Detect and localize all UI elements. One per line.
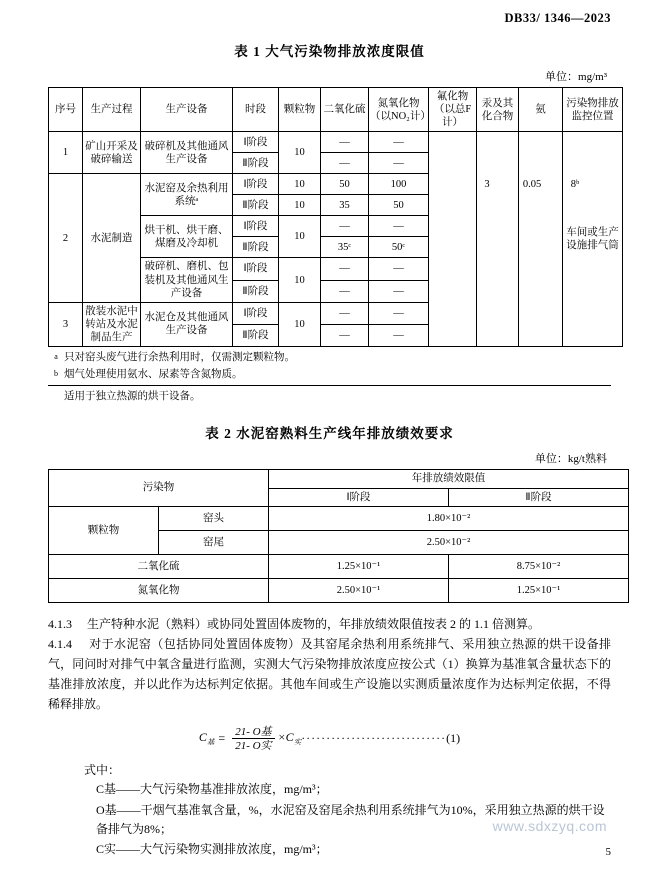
where-item-1: C基——大气污染物基准排放浓度，mg/m³； bbox=[96, 782, 328, 797]
note-mark: b bbox=[54, 368, 58, 378]
th-stage: 时段 bbox=[233, 88, 279, 132]
th2-perf: 年排放绩效限值 bbox=[269, 470, 629, 488]
cell-so2: 50 bbox=[321, 174, 369, 195]
cell-so2: — bbox=[321, 302, 369, 324]
th-process: 生产过程 bbox=[83, 88, 141, 132]
cell-seq: 2 bbox=[49, 174, 83, 302]
cell-nox: 100 bbox=[369, 174, 429, 195]
cell-f-value: 3 bbox=[484, 179, 490, 191]
cell2-sub: 窑尾 bbox=[159, 530, 269, 554]
th-pm: 颗粒物 bbox=[279, 88, 321, 132]
table2-row bbox=[49, 554, 629, 578]
cell-process: 水泥制造 bbox=[83, 174, 141, 302]
cell-process: 矿山开采及破碎输送 bbox=[83, 132, 141, 174]
th2-stage1: Ⅰ阶段 bbox=[269, 488, 449, 506]
th-hg: 汞及其化合物 bbox=[477, 88, 519, 132]
cell-pm: 10 bbox=[279, 174, 321, 195]
cell-pm: 10 bbox=[279, 195, 321, 216]
cell-equipment: 破碎机及其他通风生产设备 bbox=[141, 132, 233, 174]
cell-monitor: 车间或生产设施排气筒 bbox=[563, 132, 623, 347]
table-performance-requirements bbox=[48, 469, 629, 602]
cell-pm: 10 bbox=[279, 258, 321, 302]
note-text: 适用于独立热源的烘干设备。 bbox=[64, 390, 201, 402]
cell2-pollutant: 颗粒物 bbox=[49, 506, 159, 554]
cell-nox: — bbox=[369, 132, 429, 153]
formula-fraction bbox=[232, 725, 274, 754]
cell-nox: — bbox=[369, 153, 429, 174]
cell-so2: — bbox=[321, 280, 369, 302]
table2-row bbox=[49, 506, 629, 530]
table1-notes bbox=[48, 350, 611, 404]
cell-process: 散装水泥中转站及水泥制品生产 bbox=[83, 302, 141, 346]
cell-so2: — bbox=[321, 258, 369, 280]
clause-number: 4.1.4 bbox=[48, 637, 72, 652]
cell-so2: 35 bbox=[321, 195, 369, 216]
cell-equipment: 烘干机、烘干磨、煤磨及冷却机 bbox=[141, 216, 233, 258]
th-equipment: 生产设备 bbox=[141, 88, 233, 132]
th2-stage2: Ⅱ阶段 bbox=[449, 488, 629, 506]
table1-title: 表 1 大气污染物排放浓度限值 bbox=[234, 44, 425, 59]
cell-nox: 50ᶜ bbox=[369, 237, 429, 258]
clause-text: 对于水泥窑（包括协同处置固体废物）及其窑尾余热利用系统排气、采用独立热源的烘干设备排气，同问时对排气中氧含量进行监测，实测大气污染物排放浓度应按公式（1）换算为基准氧含量状态下的基准排放浓度，并以此作为达标判定依据。其他车间或生产设施以实测质量浓度作为达标判定依据，不得稀释排放。 bbox=[48, 637, 612, 711]
cell2-value: 1.80×10⁻² bbox=[269, 506, 629, 530]
cell2-sub: 窑头 bbox=[159, 506, 269, 530]
th-nh3: 氨 bbox=[519, 88, 563, 132]
cell-equipment: 破碎机、磨机、包装机及其他通风生产设备 bbox=[141, 258, 233, 302]
table-row bbox=[49, 132, 623, 153]
note-item bbox=[48, 367, 611, 383]
cell-nox: — bbox=[369, 216, 429, 237]
cell-hg-value: 0.05 bbox=[522, 179, 542, 191]
cell-stage: Ⅱ阶段 bbox=[233, 153, 279, 174]
cell-seq: 1 bbox=[49, 132, 83, 174]
th-nox: 氮氧化物（以NO₂计） bbox=[369, 88, 429, 132]
table2-unit: 单位：kg/t熟料 bbox=[534, 453, 607, 466]
cell-stage: Ⅱ阶段 bbox=[233, 324, 279, 346]
cell-stage: Ⅱ阶段 bbox=[233, 280, 279, 302]
where-label: 式中： bbox=[84, 763, 121, 778]
th-f: 氟化物（以总F计） bbox=[429, 88, 477, 132]
cell-nh3-value: 8ᵇ bbox=[570, 179, 580, 191]
note-item bbox=[48, 389, 611, 405]
cell-equipment: 水泥仓及其他通风生产设备 bbox=[141, 302, 233, 346]
note-text: 只对窑头废气进行余热利用时，仅需测定颗粒物。 bbox=[64, 352, 295, 364]
cell-f-blank1 bbox=[429, 132, 477, 347]
cell-nox: — bbox=[369, 302, 429, 324]
note-item bbox=[48, 350, 611, 366]
cell-pm: 10 bbox=[279, 302, 321, 346]
cell-stage: Ⅱ阶段 bbox=[233, 195, 279, 216]
page-number: 5 bbox=[605, 846, 611, 858]
formula-number: (1) bbox=[446, 731, 461, 746]
table2-header-row bbox=[49, 470, 629, 488]
cell-stage: Ⅱ阶段 bbox=[233, 237, 279, 258]
cell2-v1: 2.50×10⁻¹ bbox=[269, 578, 449, 602]
cell-so2: — bbox=[321, 216, 369, 237]
formula-numerator: 21- O基 bbox=[232, 726, 274, 739]
cell-stage: Ⅰ阶段 bbox=[233, 174, 279, 195]
cell-pm: 10 bbox=[279, 216, 321, 258]
cell-stage: Ⅰ阶段 bbox=[233, 216, 279, 237]
cell-nox: — bbox=[369, 280, 429, 302]
cell-so2: — bbox=[321, 132, 369, 153]
cell2-value: 2.50×10⁻² bbox=[269, 530, 629, 554]
cell2-pollutant: 氮氧化物 bbox=[49, 578, 269, 602]
formula-lhs: $C_基$ bbox=[198, 730, 215, 747]
page-header: DB33/ 1346—2023 bbox=[504, 11, 611, 25]
where-item-2: O基——干烟气基准氧含量，%，水泥窑及窑尾余热利用系统排气为10%，采用独立热源的烘干设备排气为8%； bbox=[96, 802, 605, 836]
cell-pm: 10 bbox=[279, 132, 321, 174]
th2-pollutant: 污染物 bbox=[49, 470, 269, 506]
table1-unit: 单位：mg/m³ bbox=[545, 71, 607, 83]
cell-so2: — bbox=[321, 153, 369, 174]
note-separator bbox=[48, 385, 611, 386]
clause-text: 生产特种水泥（熟料）或协同处置固体废物的，年排放绩效限值按表 2 的 1.1 倍测算。 bbox=[87, 616, 541, 631]
watermark: www.sdxzyq.com bbox=[492, 818, 607, 834]
note-text: 烟气处理使用氨水、尿素等含氮物质。 bbox=[64, 368, 243, 380]
formula-1 bbox=[48, 725, 611, 754]
cell-nh3-blank1 bbox=[519, 132, 563, 347]
cell-seq: 3 bbox=[49, 302, 83, 346]
cell2-v1: 1.25×10⁻¹ bbox=[269, 554, 449, 578]
cell-equipment: 水泥窑及余热利用系统ᵃ bbox=[141, 174, 233, 216]
where-item-3: C实——大气污染物实测排放浓度，mg/m³； bbox=[96, 841, 328, 856]
note-mark: a bbox=[54, 352, 58, 362]
table2-title: 表 2 水泥窑熟料生产线年排放绩效要求 bbox=[205, 426, 454, 442]
cell2-pollutant: 二氧化硫 bbox=[49, 554, 269, 578]
th-so2: 二氧化硫 bbox=[321, 88, 369, 132]
formula-multiplier: $\times C_实$ bbox=[277, 730, 302, 747]
cell-nox: — bbox=[369, 258, 429, 280]
where-block bbox=[48, 761, 611, 859]
cell-stage: Ⅰ阶段 bbox=[233, 258, 279, 280]
cell2-v2: 1.25×10⁻¹ bbox=[449, 578, 629, 602]
table-emission-limits bbox=[48, 87, 623, 347]
cell2-v2: 8.75×10⁻² bbox=[449, 554, 629, 578]
th-monitor: 污染物排放监控位置 bbox=[563, 88, 623, 132]
cell-stage: Ⅰ阶段 bbox=[233, 302, 279, 324]
cell-so2: 35ᶜ bbox=[321, 237, 369, 258]
formula-dots: ····························· bbox=[301, 731, 447, 746]
note-mark bbox=[48, 389, 64, 390]
clauses bbox=[48, 615, 611, 715]
cell-nox: — bbox=[369, 324, 429, 346]
clause-4-1-3 bbox=[48, 615, 611, 635]
equals-sign: = bbox=[218, 731, 226, 746]
clause-number: 4.1.3 bbox=[48, 616, 72, 631]
cell-so2: — bbox=[321, 324, 369, 346]
cell-nox: 50 bbox=[369, 195, 429, 216]
th-seq: 序号 bbox=[49, 88, 83, 132]
cell-stage: Ⅰ阶段 bbox=[233, 132, 279, 153]
cell-hg-blank1 bbox=[477, 132, 519, 347]
clause-4-1-4 bbox=[48, 635, 611, 714]
formula-denominator: 21- O实 bbox=[235, 739, 272, 752]
table2-row bbox=[49, 578, 629, 602]
